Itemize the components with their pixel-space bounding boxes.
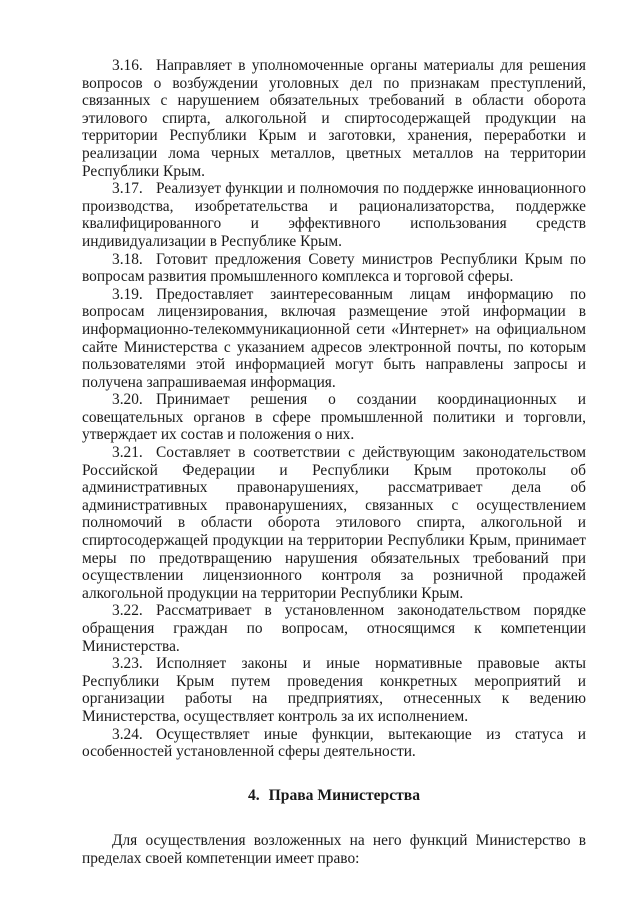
- clause-text: Исполняет законы и иные нормативные правовые акты Республики Крым путем проведения конкретных мероприятий и организации работы на предприятиях, отнесенных к ведению Министерства, осуществляет контроль за их исполнением.: [82, 655, 586, 725]
- section-intro: Для осуществления возложенных на него функций Министерство в пределах своей компетенции имеет право:: [82, 832, 586, 867]
- section-heading: [82, 787, 586, 805]
- clause-number: 3.16.: [112, 57, 143, 74]
- clause-3-18: [82, 251, 586, 286]
- clause-text: Принимает решения о создании координационных и совещательных органов в сфере промышленной политики и торговли, утверждает их состав и положения о них.: [82, 391, 586, 444]
- clause-3-20: [82, 391, 586, 444]
- clause-text: Рассматривает в установленном законодательством порядке обращения граждан по вопросам, относящимся к компетенции Министерства.: [82, 602, 586, 655]
- clause-3-22: [82, 602, 586, 655]
- clause-text: Составляет в соответствии с действующим законодательством Российской Федерации и Республики Крым протоколы об административных правонарушениях, рассматривает дела об административных правонарушениях, связанных с осуществлением полномочий в области оборота этилового спирта, алкогольной и спиртосодержащей продукции на территории Республики Крым, принимает меры по предотвращению нарушения обязательных требований при осуществлении лицензионного контроля за розничной продажей алкогольной продукции на территории Республики Крым.: [82, 444, 586, 602]
- clause-text: Готовит предложения Совету министров Республики Крым по вопросам развития промышленного комплекса и торговой сферы.: [82, 250, 586, 286]
- clause-number: 3.19.: [112, 285, 143, 303]
- clause-number: 3.22.: [112, 602, 143, 620]
- clause-number: 3.21.: [112, 444, 143, 462]
- clause-3-16: [82, 57, 586, 180]
- clause-text: Направляет в уполномоченные органы материалы для решения вопросов о возбуждении уголовных дел по признакам преступлений, связанных с нарушением обязательных требований в области оборота этилового спирта, алкогольной и спиртосодержащей продукции на территории Республики Крым и заготовки, хранения, переработки и реализации лома черных металлов, цветных металлов на территории Республики Крым.: [82, 57, 586, 180]
- clause-number: 3.18.: [112, 250, 143, 268]
- clause-3-24: [82, 726, 586, 761]
- section-number: 4.: [247, 786, 260, 804]
- clause-number: 3.17.: [112, 180, 143, 198]
- document-page: [82, 57, 586, 868]
- clause-number: 3.20.: [112, 391, 143, 409]
- section-title: Права Министерства: [268, 786, 421, 804]
- clause-text: Осуществляет иные функции, вытекающие из статуса и особенностей установленной сферы деятельности.: [82, 725, 586, 761]
- clause-3-23: [82, 655, 586, 725]
- clause-number: 3.23.: [112, 655, 143, 673]
- clause-number: 3.24.: [112, 725, 143, 743]
- clause-3-21: [82, 444, 586, 602]
- clause-text: Предоставляет заинтересованным лицам информацию по вопросам лицензирования, включая размещение этой информации в информационно-телекоммуникационной сети «Интернет» на официальном сайте Министерства с указанием адресов электронной почты, по которым пользователями этой информацией могут быть направлены запросы и получена запрашиваемая информация.: [82, 285, 586, 391]
- clause-3-17: [82, 180, 586, 250]
- clause-text: Реализует функции и полномочия по поддержке инновационного производства, изобретательства и рационализаторства, поддержке квалифицированного и эффективного использования средств индивидуализации в Республике Крым.: [82, 180, 586, 250]
- clause-3-19: [82, 286, 586, 392]
